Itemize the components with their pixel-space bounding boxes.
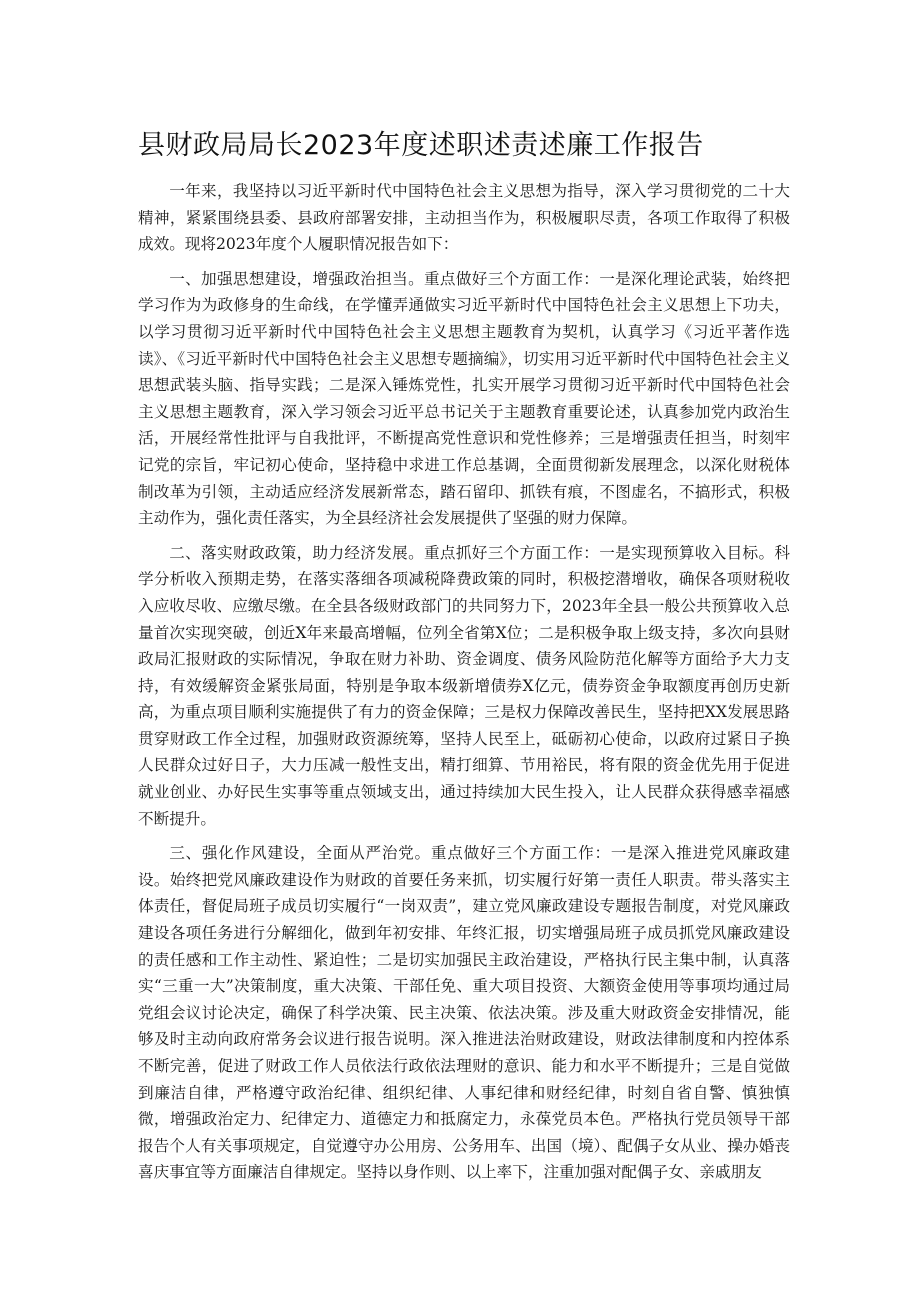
paragraph-intro: 一年来，我坚持以习近平新时代中国特色社会主义思想为指导，深入学习贯彻党的二十大精神，紧紧围绕县委、县政府部署安排，主动担当作为，积极履职尽责，各项工作取得了积极成效。现将2023年度个人履职情况报告如下：	[138, 182, 790, 254]
document-title: 县财政局局长2023年度述职述责述廉工作报告	[138, 130, 704, 161]
paragraph-section-2: 二、落实财政政策，助力经济发展。重点抓好三个方面工作：一是实现预算收入目标。科学分析收入预期走势，在落实落细各项减税降费政策的同时，积极挖潜增收，确保各项财税收入应收尽收、应缴尽缴。在全县各级财政部门的共同努力下，2023年全县一般公共预算收入总量首次实现突破，创近X年来最高增幅，位列全省第X位；二是积极争取上级支持，多次向县财政局汇报财政的实际情况，争取在财力补助、资金调度、债务风险防范化解等方面给予大力支持，有效缓解资金紧张局面，特别是争取本级新增债券X亿元，债券资金争取额度再创历史新高，为重点项目顺利实施提供了有力的资金保障；三是权力保障改善民生，坚持把XX发展思路贯穿财政工作全过程，加强财政资源统筹，坚持人民至上，砥砺初心使命，以政府过紧日子换人民群众过好日子，大力压减一般性支出，精打细算、节用裕民，将有限的资金优先用于促进就业创业、办好民生实事等重点领域支出，通过持续加大民生投入，让人民群众获得感幸福感不断提升。	[138, 543, 790, 828]
document-body	[138, 178, 790, 1194]
paragraph-section-1: 一、加强思想建设，增强政治担当。重点做好三个方面工作：一是深化理论武装，始终把学习作为为政修身的生命线，在学懂弄通做实习近平新时代中国特色社会主义思想上下功夫，以学习贯彻习近平新时代中国特色社会主义思想主题教育为契机，认真学习《习近平著作选读》、《习近平新时代中国特色社会主义思想专题摘编》，切实用习近平新时代中国特色社会主义思想武装头脑、指导实践；二是深入锤炼党性，扎实开展学习贯彻习近平新时代中国特色社会主义思想主题教育，深入学习领会习近平总书记关于主题教育重要论述，认真参加党内政治生活，开展经常性批评与自我批评，不断提高党性意识和党性修养；三是增强责任担当，时刻牢记党的宗旨，牢记初心使命，坚持稳中求进工作总基调，全面贯彻新发展理念，以深化财税体制改革为引领，主动适应经济发展新常态，踏石留印、抓铁有痕，不图虚名，不搞形式，积极主动作为，强化责任落实，为全县经济社会发展提供了坚强的财力保障。	[138, 269, 790, 528]
paragraph-section-3: 三、强化作风建设，全面从严治党。重点做好三个方面工作：一是深入推进党风廉政建设。始终把党风廉政建设作为财政的首要任务来抓，切实履行好第一责任人职责。带头落实主体责任，督促局班子成员切实履行“一岗双责”，建立党风廉政建设专题报告制度，对党风廉政建设各项任务进行分解细化，做到年初安排、年终汇报，切实增强局班子成员抓党风廉政建设的责任感和工作主动性、紧迫性；二是切实加强民主政治建设，严格执行民主集中制，认真落实“三重一大”决策制度，重大决策、干部任免、重大项目投资、大额资金使用等事项均通过局党组会议讨论决定，确保了科学决策、民主决策、依法决策。涉及重大财政资金安排情况，能够及时主动向政府常务会议进行报告说明。深入推进法治财政建设，财政法律制度和内控体系不断完善，促进了财政工作人员依法行政依法理财的意识、能力和水平不断提升；三是自觉做到廉洁自律，严格遵守政治纪律、组织纪律、人事纪律和财经纪律，时刻自省自警、慎独慎微，增强政治定力、纪律定力、道德定力和抵腐定力，永葆党员本色。严格执行党员领导干部报告个人有关事项规定，自觉遵守办公用房、公务用车、出国（境）、配偶子女从业、操办婚丧喜庆事宜等方面廉洁自律规定。坚持以身作则、以上率下，注重加强对配偶子女、亲戚朋友	[138, 844, 790, 1182]
